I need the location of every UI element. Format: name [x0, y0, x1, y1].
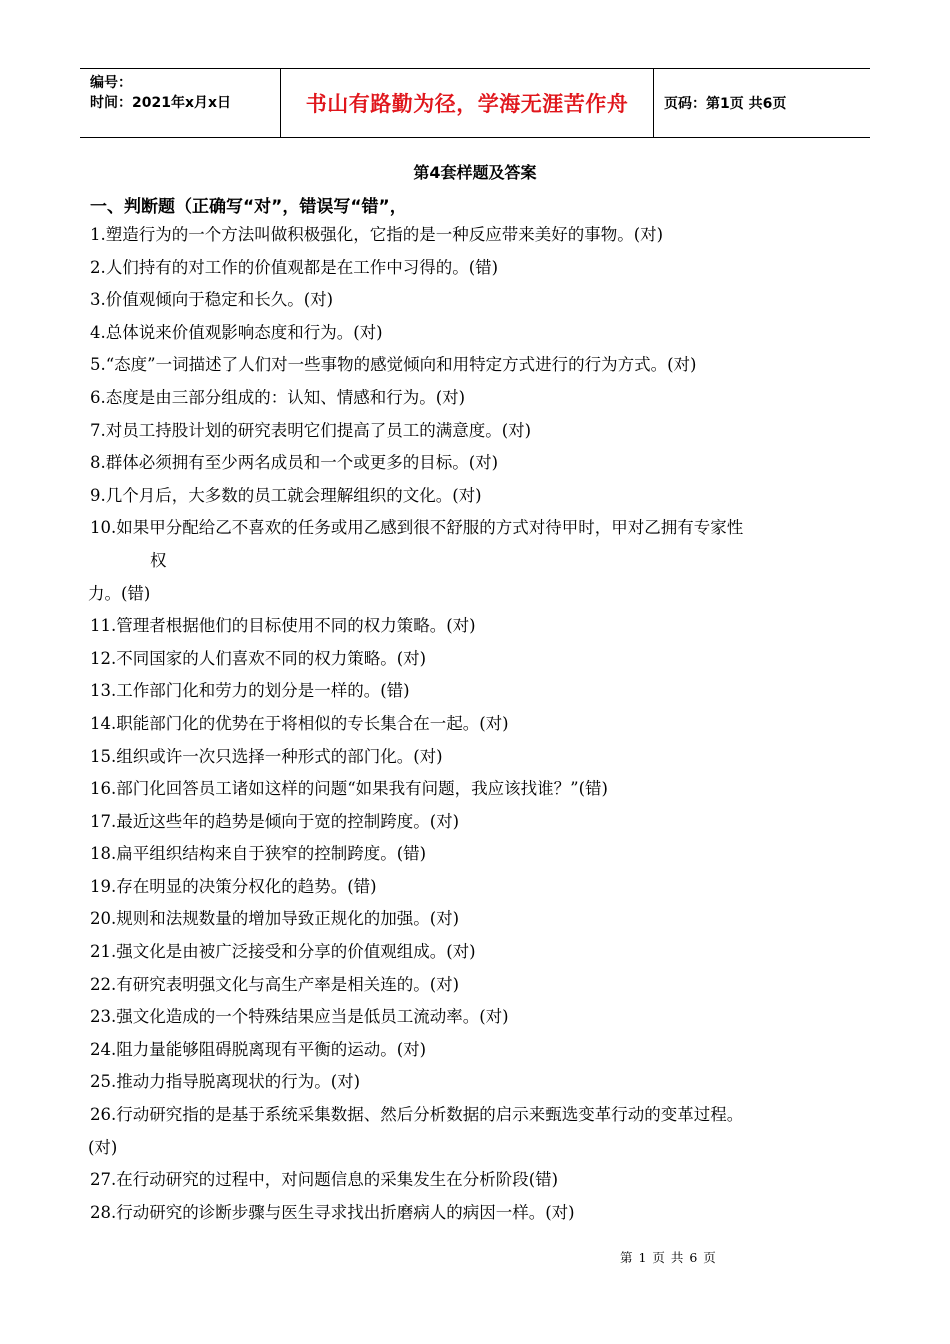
list-item: 3.价值观倾向于稳定和长久。(对) — [90, 290, 334, 310]
list-item: 24.阻力量能够阻碍脱离现有平衡的运动。(对) — [90, 1039, 427, 1059]
motto-text: 书山有路勤为径，学海无涯苦作舟 — [305, 92, 629, 116]
list-item: 4.总体说来价值观影响态度和行为。(对) — [90, 322, 383, 342]
list-item: 8.群体必须拥有至少两名成员和一个或更多的目标。(对) — [90, 453, 499, 473]
list-item: 5.“态度”一词描述了人们对一些事物的感觉倾向和用特定方式进行的行为方式。(对) — [90, 355, 697, 375]
list-item: 10.如果甲分配给乙不喜欢的任务或用乙感到很不舒服的方式对待甲时，甲对乙拥有专家性 — [90, 518, 744, 538]
list-item: 7.对员工持股计划的研究表明它们提高了员工的满意度。(对) — [90, 420, 532, 440]
page-header — [80, 68, 870, 138]
list-item: 17.最近这些年的趋势是倾向于宽的控制跨度。(对) — [90, 811, 460, 831]
list-item: 15.组织或许一次只选择一种形式的部门化。(对) — [90, 746, 443, 766]
list-item: 11.管理者根据他们的目标使用不同的权力策略。(对) — [90, 616, 476, 636]
list-item: 9.几个月后，大多数的员工就会理解组织的文化。(对) — [90, 485, 482, 505]
list-item: 27.在行动研究的过程中，对问题信息的采集发生在分析阶段(错) — [90, 1170, 559, 1190]
list-item: 19.存在明显的决策分权化的趋势。(错) — [90, 876, 377, 896]
list-item-continuation: 权 — [150, 550, 167, 570]
list-item: 20.规则和法规数量的增加导致正规化的加强。(对) — [90, 909, 460, 929]
list-item: 26.行动研究指的是基于系统采集数据、然后分析数据的启示来甄选变革行动的变革过程。 — [90, 1105, 744, 1125]
time-label: 时间：2021年x月x日 — [90, 95, 232, 111]
page-number-label: 页码：第1页 共6页 — [664, 96, 787, 112]
list-item-continuation: (对) — [88, 1137, 118, 1157]
list-item: 23.强文化造成的一个特殊结果应当是低员工流动率。(对) — [90, 1007, 509, 1027]
list-item: 1.塑造行为的一个方法叫做积极强化，它指的是一种反应带来美好的事物。(对) — [90, 225, 664, 244]
list-item: 22.有研究表明强文化与高生产率是相关连的。(对) — [90, 974, 460, 994]
list-item: 13.工作部门化和劳力的划分是一样的。(错) — [90, 681, 410, 701]
list-item: 14.职能部门化的优势在于将相似的专长集合在一起。(对) — [90, 713, 509, 733]
header-page-cell — [654, 69, 870, 137]
list-item: 12.不同国家的人们喜欢不同的权力策略。(对) — [90, 648, 427, 668]
list-item: 28.行动研究的诊断步骤与医生寻求找出折磨病人的病因一样。(对) — [90, 1202, 575, 1222]
list-item: 18.扁平组织结构来自于狭窄的控制跨度。(错) — [90, 844, 427, 864]
list-item: 6.态度是由三部分组成的：认知、情感和行为。(对) — [90, 387, 466, 407]
page-footer: 第 1 页 共 6 页 — [620, 1250, 717, 1265]
header-motto-cell — [281, 69, 654, 137]
list-item: 2.人们持有的对工作的价值观都是在工作中习得的。(错) — [90, 257, 499, 277]
list-item: 16.部门化回答员工诸如这样的问题“如果我有问题，我应该找谁？”(错) — [90, 779, 608, 799]
list-item-continuation: 力。(错) — [88, 583, 151, 603]
header-meta — [80, 69, 281, 137]
list-item: 25.推动力指导脱离现状的行为。(对) — [90, 1072, 361, 1092]
list-item: 21.强文化是由被广泛接受和分享的价值观组成。(对) — [90, 942, 476, 962]
document-title: 第4套样题及答案 — [413, 163, 537, 182]
section-title: 一、判断题（正确写“对”，错误写“错”， — [90, 197, 407, 217]
question-list — [90, 224, 870, 1234]
number-label: 编号： — [90, 75, 132, 91]
